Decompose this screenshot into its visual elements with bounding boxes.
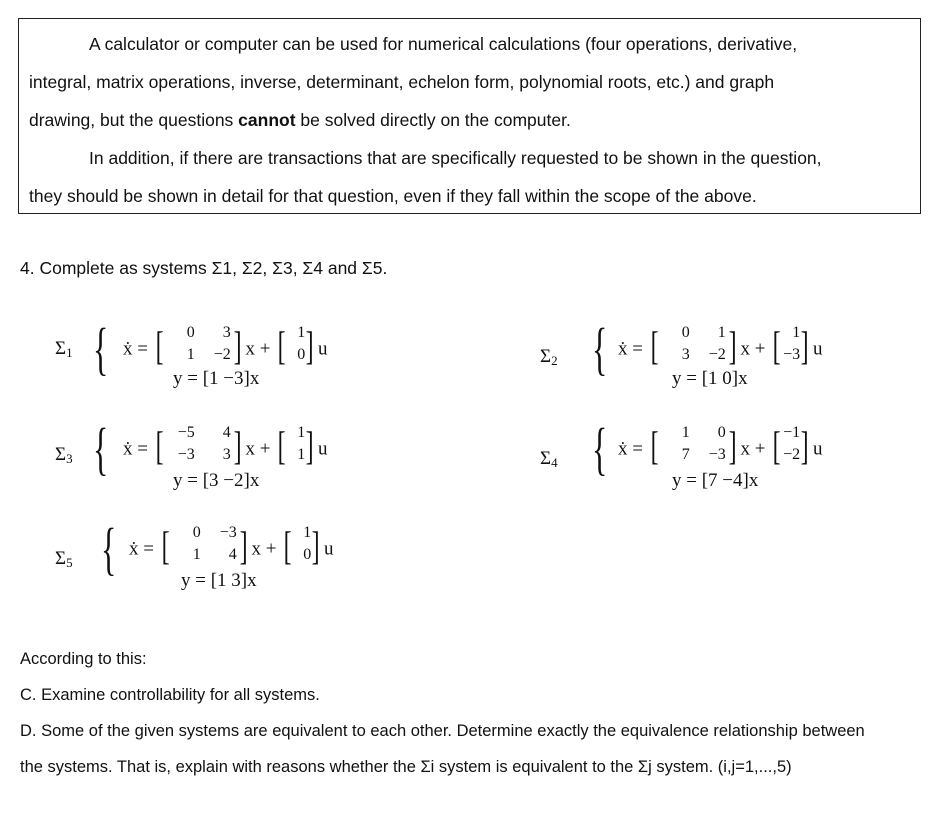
system-label: $\Sigma_3$ [55, 444, 73, 466]
brace-icon: { [592, 316, 608, 381]
matrix-a: [ −5 4 −3 3 ] [155, 423, 242, 468]
matrix-b: [ 1 0 ] [283, 523, 320, 568]
brace-icon: { [93, 416, 109, 481]
notice-line-1: A calculator or computer can be used for numerical calculations (four operations, derivative, [89, 34, 798, 54]
system-4 [540, 418, 880, 498]
system-label: $\Sigma_4$ [540, 448, 558, 470]
system-label: $\Sigma_2$ [540, 346, 558, 368]
state-equation: ẋ = [ 0 3 1 −2 ] x + [ 1 0 ] u [123, 323, 328, 368]
output-equation: y = [1 0]x [672, 368, 748, 389]
notice-line-4: In addition, if there are transactions that are specifically requested to be shown in the question, [89, 148, 822, 168]
notice-line-2: integral, matrix operations, inverse, determinant, echelon form, polynomial roots, etc.) and graph [29, 72, 775, 92]
state-equation: ẋ = [ 0 1 3 −2 ] x + [ 1 −3 ] u [618, 323, 823, 368]
system-label: $\Sigma_1$ [55, 338, 73, 360]
matrix-b: [ −1 −2 ] [772, 423, 809, 468]
footer-part-d: D. Some of the given systems are equivalent to each other. Determine exactly the equivalence relationship between [20, 722, 865, 740]
matrix-b: [ 1 1 ] [277, 423, 314, 468]
brace-icon: { [592, 416, 608, 481]
question-title: 4. Complete as systems Σ1, Σ2, Σ3, Σ4 and Σ5. [20, 258, 388, 278]
system-5 [55, 516, 375, 596]
matrix-a: [ 1 0 7 −3 ] [650, 423, 737, 468]
state-equation: ẋ = [ 1 0 7 −3 ] x + [ −1 −2 ] u [618, 423, 823, 468]
output-equation: y = [1 −3]x [173, 368, 260, 389]
matrix-b: [ 1 −3 ] [772, 323, 809, 368]
output-equation: y = [1 3]x [181, 570, 257, 591]
notice-box [18, 18, 921, 214]
notice-line-3: drawing, but the questions cannot be solved directly on the computer. [29, 110, 571, 130]
notice-line-5: they should be shown in detail for that question, even if they fall within the scope of the above. [29, 186, 757, 206]
state-equation: ẋ = [ 0 −3 1 4 ] x + [ 1 0 ] u [129, 523, 334, 568]
system-label: $\Sigma_5$ [55, 548, 73, 570]
state-equation: ẋ = [ −5 4 −3 3 ] x + [ 1 1 ] u [123, 423, 328, 468]
brace-icon: { [93, 316, 109, 381]
output-equation: y = [7 −4]x [672, 470, 759, 491]
footer-intro: According to this: [20, 650, 147, 668]
matrix-a: [ 0 1 3 −2 ] [650, 323, 737, 368]
brace-icon: { [101, 516, 117, 581]
system-1 [55, 318, 375, 398]
matrix-b: [ 1 0 ] [277, 323, 314, 368]
matrix-a: [ 0 −3 1 4 ] [161, 523, 248, 568]
footer-part-d-cont: the systems. That is, explain with reasons whether the Σi system is equivalent to the Σj system. (i,j=1,...,5) [20, 758, 792, 776]
footer-part-c: C. Examine controllability for all systems. [20, 686, 320, 704]
notice-bold-word: cannot [238, 110, 296, 130]
output-equation: y = [3 −2]x [173, 470, 260, 491]
system-3 [55, 418, 375, 498]
matrix-a: [ 0 3 1 −2 ] [155, 323, 242, 368]
system-2 [540, 318, 880, 398]
